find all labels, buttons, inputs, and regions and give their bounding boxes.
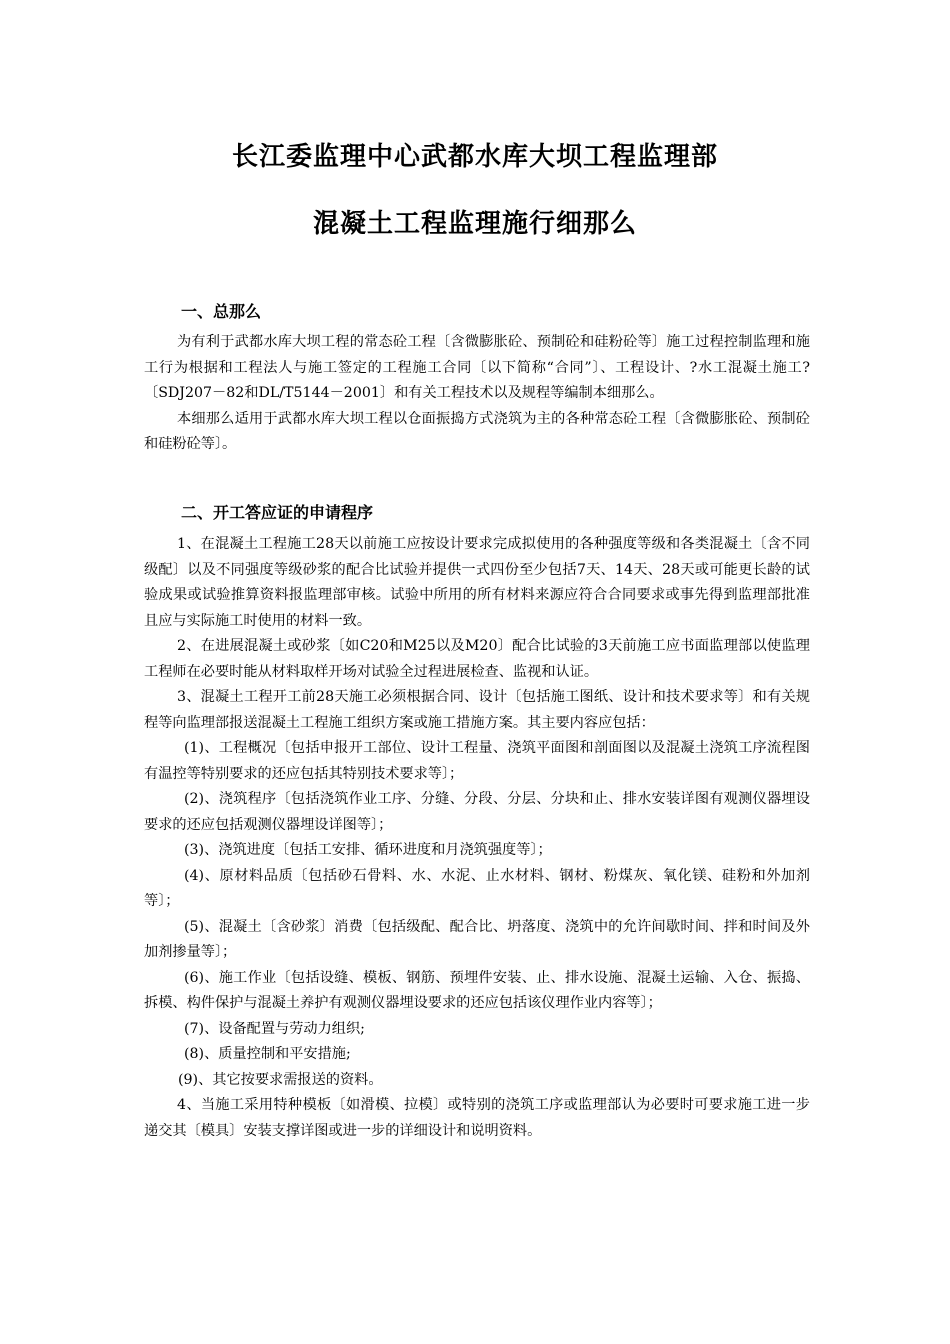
section-heading-permit-procedure: 二、开工答应证的申请程序 [181, 503, 374, 522]
section-permit-body [144, 532, 810, 1144]
section-heading-general: 一、总那么 [181, 302, 262, 321]
list-item: (4)、原材料品质〔包括砂石骨料、水、水泥、止水材料、钢材、粉煤灰、氧化镁、硅粉和外加剂等〕； [144, 867, 810, 909]
paragraph: 本细那么适用于武都水库大坝工程以仓面振捣方式浇筑为主的各种常态砼工程〔含微膨胀砼、预制砼和硅粉砼等〕。 [144, 410, 810, 452]
paragraph: 为有利于武都水库大坝工程的常态砼工程〔含微膨胀砼、预制砼和硅粉砼等〕施工过程控制监理和施工行为根据和工程法人与施工签定的工程施工合同〔以下简称“合同”〕、工程设计、?水工混凝土施工?〔SDJ207－82和DL/T5144－2001〕和有关工程技术以及规程等编制本细那么。 [144, 334, 810, 401]
list-item: (7)、设备配置与劳动力组织; [184, 1020, 365, 1037]
paragraph: 3、混凝土工程开工前28天施工必须根据合同、设计〔包括施工图纸、设计和技术要求等〕和有关规程等向监理部报送混凝土工程施工组织方案或施工措施方案。其主要内容应包括： [144, 689, 810, 731]
section-general-body [144, 330, 810, 458]
list-item: (1)、工程概况〔包括申报开工部位、设计工程量、浇筑平面图和剖面图以及混凝土浇筑工序流程图有温控等特别要求的还应包括其特别技术要求等〕； [144, 740, 810, 782]
document-title-line-1: 长江委监理中心武都水库大坝工程监理部 [231, 142, 718, 172]
list-item: (6)、施工作业〔包括设缝、模板、钢筋、预埋件安装、止、排水设施、混凝土运输、入仓、振捣、拆模、构件保护与混凝土养护有观测仪器埋设要求的还应包括该仪理作业内容等〕； [144, 969, 810, 1011]
document-title-line-2: 混凝土工程监理施行细那么 [312, 209, 637, 239]
list-item: (5)、混凝土〔含砂浆〕消费〔包括级配、配合比、坍落度、浇筑中的允许间歇时间、拌和时间及外加剂掺量等〕； [144, 918, 810, 960]
list-item: (2)、浇筑程序〔包括浇筑作业工序、分缝、分段、分层、分块和止、排水安装详图有观测仪器埋设要求的还应包括观测仪器埋设详图等〕； [144, 791, 810, 833]
list-item: (3)、浇筑进度〔包括工安排、循环进度和月浇筑强度等〕； [184, 842, 552, 858]
list-item: (8)、质量控制和平安措施; [184, 1046, 351, 1062]
paragraph: 4、当施工采用特种模板〔如滑模、拉模〕或特别的浇筑工序或监理部认为必要时可要求施工进一步递交其〔模具〕安装支撑详图或进一步的详细设计和说明资料。 [144, 1097, 810, 1139]
paragraph: 2、在进展混凝土或砂浆〔如C20和M25以及M20〕配合比试验的3天前施工应书面监理部以使监理工程师在必要时能从材料取样开场对试验全过程进展检查、监视和认证。 [144, 638, 810, 680]
paragraph: 1、在混凝土工程施工28天以前施工应按设计要求完成拟使用的各种强度等级和各类混凝土〔含不同级配〕以及不同强度等级砂浆的配合比试验并提供一式四份至少包括7天、14天、28天或可能更长龄的试验成果或试验推算资料报监理部审核。试验中所用的所有材料来源应符合合同要求或事先得到监理部批准且应与实际施工时使用的材料一致。 [144, 536, 810, 629]
list-item: (9)、其它按要求需报送的资料。 [178, 1071, 383, 1088]
